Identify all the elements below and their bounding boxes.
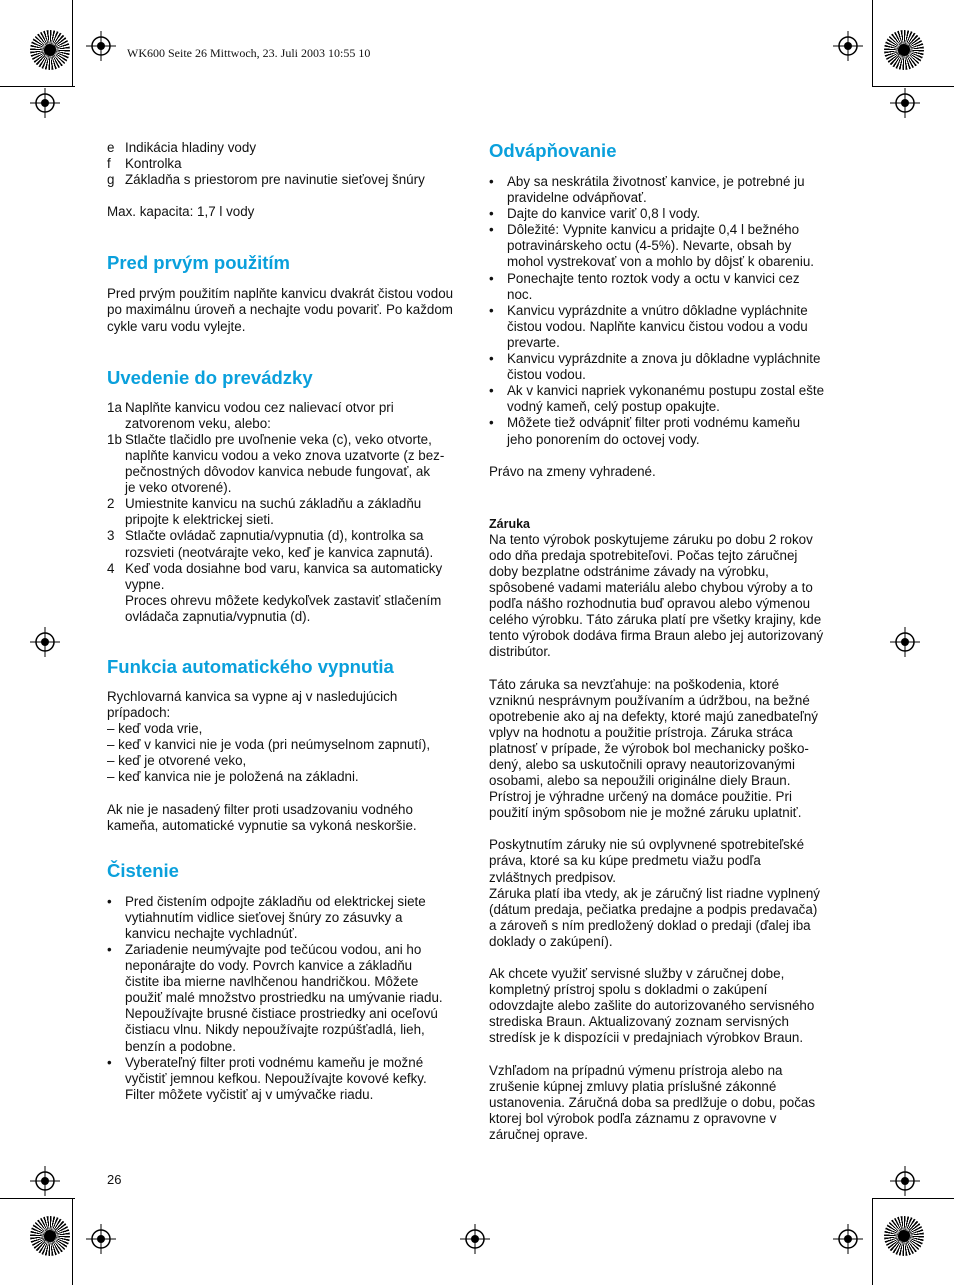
- parts-item-text: Indikácia hladiny vody: [125, 140, 257, 155]
- list-item: • Ponechajte tento roztok vody a octu v kanvici cez noc.: [489, 271, 849, 303]
- operation-steps: [107, 400, 467, 625]
- step-number: 1b: [107, 431, 122, 447]
- rights-notice: Právo na zmeny vyhradené.: [489, 463, 656, 479]
- registration-crosshair-icon: [890, 1166, 920, 1196]
- list-item: – keď voda vrie,: [107, 721, 203, 737]
- list-item: • Vyberateľný filter proti vodnému kameňu je možné vyčistiť jemnou kefkou. Nepoužívajte kovové kefky. Filter môžete vyčistiť aj v umývačke riadu.: [107, 1055, 467, 1103]
- warranty-heading: Záruka: [489, 516, 530, 531]
- registration-crosshair-icon: [30, 627, 60, 657]
- first-use-heading: Pred prvým použitím: [107, 252, 290, 274]
- list-item: • Dôležité: Vypnite kanvicu a pridajte 0,4 l bežného potravinárskeho octu (4-5%). Nevarte, obsah by mohol vystrekovať von a mohlo by dôjsť k obareniu.: [489, 222, 849, 270]
- step-text: Umiestnite kanvicu na suchú základňu a základňu pripojte k elektrickej sieti.: [125, 496, 422, 528]
- list-item: – keď v kanvici nie je voda (pri neúmyselnom zapnutí),: [107, 737, 431, 753]
- step-number: 2: [107, 496, 115, 512]
- list-item: • Aby sa neskrátila životnosť kanvice, je potrebné ju pravidelne odvápňovať.: [489, 174, 849, 206]
- registration-crosshair-icon: [86, 31, 116, 61]
- step-item: [107, 528, 467, 560]
- warranty-paragraph: Ak chcete využiť servisné služby v záručnej dobe, kompletný prístroj spolu s dokladmi o zakúpení odovzdajte alebo zašlite do autorizovaného servisného strediska Braun. Aktualizovaný zoznam servisných stredísk je k dispozícii v predajniach výrobkov Braun.: [489, 966, 815, 1046]
- print-header: WK600 Seite 26 Mittwoch, 23. Juli 2003 10:55 10: [127, 46, 371, 60]
- list-item: • Ak v kanvici napriek vykonanému postupu zostal ešte vodný kameň, celý postup opakujte.: [489, 383, 849, 415]
- step-item: [107, 400, 467, 432]
- registration-sunburst-icon: [884, 30, 924, 70]
- list-item: • Kanvicu vyprázdnite a vnútro dôkladne vypláchnite čistou vodou. Naplňte kanvicu čistou vodou a vodu prevarte.: [489, 303, 849, 351]
- step-text: Stlačte ovládač zapnutia/vypnutia (d), kontrolka sa rozsvieti (neotvárajte veko, keď je kanvica zapnutá).: [125, 528, 434, 560]
- auto-off-note: Ak nie je nasadený filter proti usadzovaniu vodného kameňa, automatické vypnutie sa vykoná neskoršie.: [107, 801, 417, 833]
- registration-crosshair-icon: [30, 1166, 60, 1196]
- auto-off-intro: Rychlovarná kanvica sa vypne aj v nasledujúcich prípadoch:: [107, 688, 398, 721]
- warranty-paragraph: Poskytnutím záruky nie sú ovplyvnené spotrebiteľské práva, ktoré sa ku kúpe predmetu viažu podľa zvláštnych predpisov. Záruka platí iba vtedy, ak je záručný list riadne vyplnený (dátum predaja, pečiatka predajne a podpis predavača) a zároveň s ním predložený doklad o predaji (ďalej iba doklady o zakúpení).: [489, 837, 820, 949]
- cleaning-list: [107, 894, 467, 1103]
- registration-sunburst-icon: [30, 30, 70, 70]
- registration-crosshair-icon: [833, 1224, 863, 1254]
- step-number: 1a: [107, 399, 122, 415]
- step-text: Stlačte tlačidlo pre uvoľnenie veka (c), veko otvorte, naplňte kanvicu vodou a veko znova uzatvorte (z bez- pečnostných dôvodov kanvica nebude fungovať, ak je veko otvorené).: [125, 431, 445, 496]
- step-text: Naplňte kanvicu vodou cez nalievací otvor pri zatvorenom veku, alebo:: [125, 399, 394, 431]
- descaling-list: [489, 174, 849, 448]
- registration-crosshair-icon: [833, 31, 863, 61]
- page-number: 26: [107, 1172, 122, 1187]
- auto-off-heading: Funkcia automatického vypnutia: [107, 655, 394, 677]
- parts-item: [107, 172, 467, 188]
- parts-item-text: Základňa s priestorom pre navinutie sieťovej šnúry: [125, 172, 425, 188]
- list-item: • Zariadenie neumývajte pod tečúcou vodou, ani ho neponárajte do vody. Povrch kanvice a základňu čistite iba mierne navlhčenou handričkou. Môžete použiť malé množstvo prostriedku na umývanie riadu. Nepoužívajte brusné čistiace prostriedky ani oceľovú čistiacu vlnu. Nikdy nepoužívajte rozpúšťadlá, lieh, benzín a podobne.: [107, 942, 467, 1055]
- cleaning-heading: Čistenie: [107, 859, 179, 881]
- parts-item-letter: e: [107, 140, 115, 155]
- warranty-paragraph: Na tento výrobok poskytujeme záruku po dobu 2 rokov odo dňa predaja spotrebiteľovi. Počas tejto záručnej doby bezplatne odstránime závady na výrobku, spôsobené vadami materiálu alebo chybou výroby a to podľa nášho rozhodnutia buď opravou alebo výmenou celého výrobku. Táto záruka platí pre všetky krajiny, kde tento výrobok dodáva firma Braun alebo jej autorizovaný distribútor.: [489, 531, 824, 660]
- list-item: • Môžete tiež odvápniť filter proti vodnému kameňu jeho ponorením do octovej vody.: [489, 415, 849, 447]
- descaling-heading: Odvápňovanie: [489, 140, 617, 161]
- left-column: [107, 140, 467, 1103]
- warranty-paragraph: Vzhľadom na prípadnú výmenu prístroja alebo na zrušenie kúpnej zmluvy platia príslušné zákonné ustanovenia. Záručná doba sa predlžuje o dobu, počas ktorej bol výrobok podľa záznamu z opravovne v záručnej oprave.: [489, 1062, 816, 1142]
- operation-heading: Uvedenie do prevádzky: [107, 366, 313, 388]
- parts-item-letter: f: [107, 156, 111, 172]
- step-item: [107, 561, 467, 625]
- auto-off-list: [107, 721, 467, 785]
- registration-sunburst-icon: [884, 1216, 924, 1256]
- registration-crosshair-icon: [890, 627, 920, 657]
- parts-item: [107, 156, 467, 172]
- list-item: • Pred čistením odpojte základňu od elektrickej siete vytiahnutím vidlice sieťovej šnúry zo zásuvky a kanvicu nechajte vychladnúť.: [107, 894, 467, 942]
- step-number: 3: [107, 528, 115, 544]
- warranty-paragraph: Táto záruka sa nevzťahuje: na poškodenia, ktoré vzniknú nesprávnym používaním a údržbou, na bežné opotrebenie ako aj na defekty, ktoré majú zanedbateľný vplyv na hodnotu a použitie prístroja. Záruka stráca platnosť v prípade, že výrobok bol mechanicky poško- dený, alebo sa uskutočnili opravy neautorizovanými osobami, alebo sa nepoužili originálne diely Braun. Prístroj je výhradne určený na domáce použitie. Pri použití iným spôsobom nie je možné záruku uplatniť.: [489, 676, 818, 821]
- list-item: – keď je otvorené veko,: [107, 753, 247, 769]
- registration-sunburst-icon: [30, 1216, 70, 1256]
- first-use-text: Pred prvým použitím naplňte kanvicu dvakrát čistou vodou po maximálnu úroveň a nechajte vodu povariť. Po každom cykle varu vodu vylejte.: [107, 286, 454, 334]
- list-item: – keď kanvica nie je položená na základni.: [107, 769, 359, 785]
- registration-crosshair-icon: [460, 1224, 490, 1254]
- parts-list: [107, 140, 467, 188]
- list-item: • Kanvicu vyprázdnite a znova ju dôkladne vypláchnite čistou vodou.: [489, 351, 849, 383]
- parts-item: [107, 140, 467, 156]
- registration-crosshair-icon: [86, 1224, 116, 1254]
- step-text: Keď voda dosiahne bod varu, kanvica sa automaticky vypne. Proces ohrevu môžete kedykoľvek zastaviť stlačením ovládača zapnutia/vypnutia (d).: [125, 560, 443, 624]
- registration-crosshair-icon: [30, 88, 60, 118]
- capacity-text: Max. kapacita: 1,7 l vody: [107, 204, 255, 220]
- parts-item-letter: g: [107, 172, 115, 188]
- right-column: [489, 140, 849, 1143]
- step-item: [107, 432, 467, 496]
- parts-item-text: Kontrolka: [125, 156, 182, 172]
- step-number: 4: [107, 560, 115, 576]
- registration-crosshair-icon: [890, 88, 920, 118]
- list-item: • Dajte do kanvice variť 0,8 l vody.: [489, 206, 849, 222]
- step-item: [107, 496, 467, 528]
